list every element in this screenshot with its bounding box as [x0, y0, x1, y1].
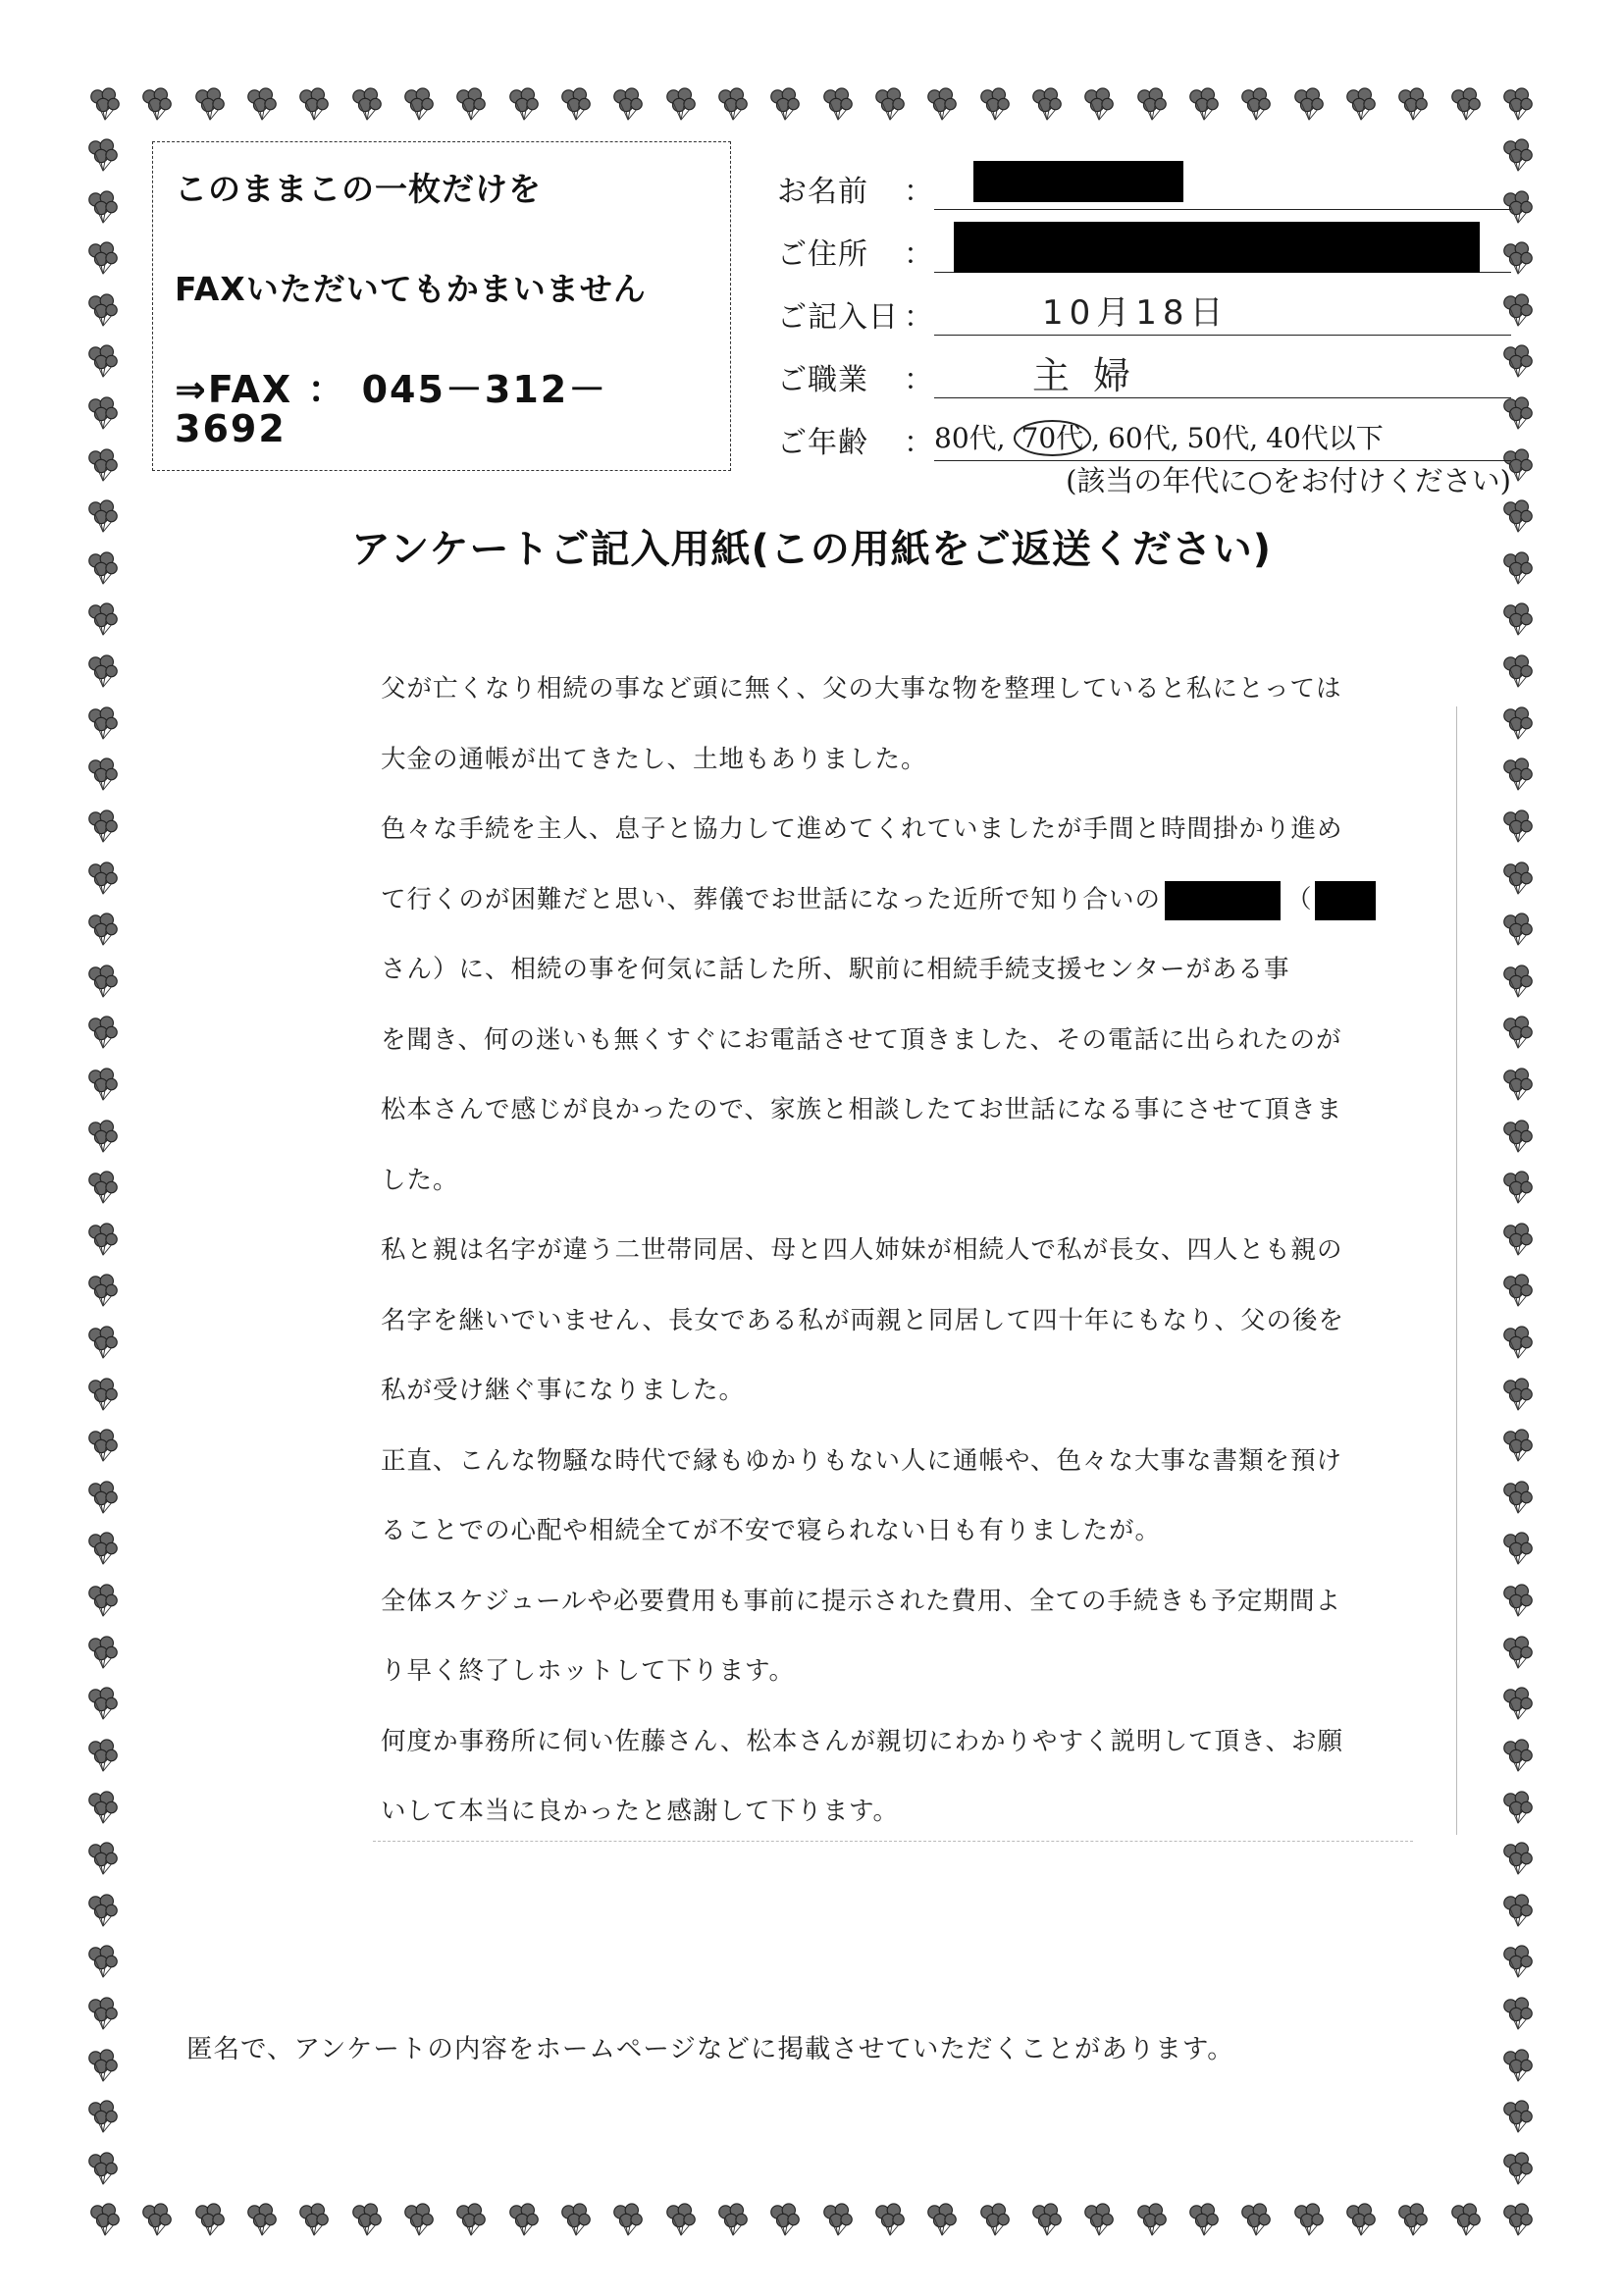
- balloon-icon: [1499, 1686, 1537, 1723]
- balloon-icon: [609, 86, 647, 124]
- balloon-icon: [84, 2099, 122, 2136]
- body-line-with-redaction: [381, 880, 1421, 951]
- balloon-icon: [295, 2202, 333, 2239]
- balloon-icon: [1028, 2202, 1066, 2239]
- age-options: [934, 417, 1511, 461]
- balloon-icon: [557, 86, 595, 124]
- address-label: ご住所: [777, 237, 868, 272]
- balloon-icon: [452, 2202, 490, 2239]
- balloon-icon: [84, 395, 122, 433]
- balloon-icon: [1499, 964, 1537, 1001]
- balloon-icon: [1394, 86, 1432, 124]
- balloon-icon: [84, 1273, 122, 1310]
- balloon-icon: [1290, 2202, 1328, 2239]
- balloon-icon: [84, 912, 122, 949]
- balloon-icon: [84, 1377, 122, 1414]
- footer-note: 匿名で、アンケートの内容をホームページなどに掲載させていただくことがあります。: [186, 2034, 1234, 2064]
- balloon-icon: [84, 2151, 122, 2188]
- body-line: いして本当に良かったと感謝して下ります。: [381, 1797, 899, 1826]
- age-option[interactable]: 50代,: [1186, 422, 1259, 454]
- balloon-icon: [84, 1015, 122, 1052]
- balloon-icon: [871, 86, 909, 124]
- body-line: さん）に、相続の事を何気に話した所、駅前に相続手続支援センターがある事: [381, 955, 1290, 984]
- balloon-icon: [662, 86, 700, 124]
- balloon-icon: [84, 1170, 122, 1207]
- balloon-icon: [714, 86, 752, 124]
- balloon-icon: [923, 2202, 961, 2239]
- body-line: 色々な手続を主人、息子と協力して進めてくれていましたが手間と時間掛かり進め: [381, 814, 1343, 844]
- occupation-label: ご職業: [777, 363, 868, 397]
- redaction-block: [1165, 881, 1281, 920]
- occupation-row: [777, 336, 1511, 398]
- age-option-selected-circle: 70代: [1014, 420, 1092, 456]
- balloon-icon: [976, 86, 1014, 124]
- balloon-icon: [1499, 1377, 1537, 1414]
- balloon-icon: [84, 653, 122, 691]
- balloon-icon: [243, 86, 281, 124]
- balloon-icon: [400, 86, 438, 124]
- balloon-icon: [1447, 2202, 1485, 2239]
- balloon-icon: [1185, 2202, 1223, 2239]
- body-line-text: て行くのが困難だと思い、葬儀でお世話になった近所で知り合いの: [381, 884, 1162, 914]
- balloon-icon: [1237, 86, 1275, 124]
- balloon-icon: [138, 86, 176, 124]
- balloon-icon: [243, 2202, 281, 2239]
- balloon-icon: [1499, 1996, 1537, 2033]
- balloon-icon: [505, 2202, 543, 2239]
- balloon-icon: [84, 1325, 122, 1362]
- fax-line-1: このままこの一枚だけを: [175, 170, 542, 208]
- address-redaction: [954, 222, 1480, 273]
- address-colon: ：: [904, 237, 933, 272]
- balloon-icon: [1499, 1583, 1537, 1620]
- balloon-icon: [86, 86, 124, 124]
- balloon-icon: [1499, 2151, 1537, 2188]
- body-line: 父が亡くなり相続の事など頭に無く、父の大事な物を整理していると私にとっては: [381, 674, 1342, 704]
- date-field[interactable]: 10月18日: [934, 290, 1511, 336]
- body-line: 大金の通帳が出てきたし、土地もありました。: [381, 744, 927, 774]
- age-option[interactable]: 80代,: [934, 422, 1006, 454]
- balloon-icon: [1080, 86, 1118, 124]
- age-option[interactable]: 40代以下: [1266, 422, 1384, 454]
- balloon-icon: [84, 601, 122, 639]
- age-option[interactable]: 60代,: [1108, 422, 1179, 454]
- name-row: [777, 147, 1511, 210]
- body-line: 全体スケジュールや必要費用も事前に提示された費用、全ての手続きも予定期間よ: [381, 1586, 1341, 1616]
- balloon-icon: [1499, 1790, 1537, 1827]
- balloon-icon: [84, 1635, 122, 1672]
- balloon-icon: [1499, 1893, 1537, 1930]
- balloon-icon: [84, 1893, 122, 1930]
- address-field[interactable]: [934, 228, 1511, 273]
- balloon-icon: [714, 2202, 752, 2239]
- balloon-icon: [84, 343, 122, 381]
- fax-line-2: FAXいただいてもかまいません: [175, 270, 647, 308]
- balloon-icon: [1499, 1944, 1537, 1981]
- balloon-icon: [84, 240, 122, 278]
- balloon-icon: [1499, 912, 1537, 949]
- balloon-icon: [348, 2202, 386, 2239]
- balloon-icon: [84, 1119, 122, 1156]
- balloon-icon: [84, 1067, 122, 1104]
- balloon-icon: [84, 1222, 122, 1259]
- date-colon: ：: [904, 300, 933, 335]
- balloon-icon: [1028, 86, 1066, 124]
- balloon-icon: [84, 1686, 122, 1723]
- occupation-field[interactable]: 主婦: [934, 353, 1511, 398]
- balloon-icon: [84, 189, 122, 227]
- balloon-icon: [1185, 86, 1223, 124]
- balloon-icon: [1499, 705, 1537, 743]
- name-label: お名前: [777, 175, 868, 209]
- balloon-icon: [1447, 86, 1485, 124]
- open-paren: （: [1286, 884, 1313, 914]
- balloon-icon: [1499, 601, 1537, 639]
- balloon-icon: [84, 137, 122, 175]
- balloon-icon: [348, 86, 386, 124]
- balloon-icon: [84, 447, 122, 485]
- border-left: [84, 137, 124, 2188]
- balloon-icon: [84, 292, 122, 330]
- body-line: を聞き、何の迷いも無くすぐにお電話させて頂きました、その電話に出られたのが: [381, 1024, 1342, 1055]
- balloon-icon: [1499, 86, 1537, 124]
- balloon-icon: [84, 1996, 122, 2033]
- name-redaction: [973, 161, 1183, 202]
- balloon-icon: [1080, 2202, 1118, 2239]
- age-option[interactable]: 70代 ,: [1014, 417, 1101, 460]
- balloon-icon: [400, 2202, 438, 2239]
- border-bottom: [86, 2202, 1537, 2241]
- name-colon: ：: [904, 175, 933, 209]
- occupation-colon: ：: [904, 363, 933, 397]
- balloon-icon: [84, 1480, 122, 1517]
- balloon-icon: [84, 1944, 122, 1981]
- age-colon: ：: [904, 426, 933, 460]
- balloon-icon: [819, 2202, 857, 2239]
- balloon-icon: [84, 1531, 122, 1568]
- balloon-icon: [1290, 86, 1328, 124]
- balloon-icon: [1499, 861, 1537, 898]
- balloon-icon: [1342, 2202, 1380, 2239]
- page-title: アンケートご記入用紙(この用紙をご返送ください): [350, 527, 1273, 572]
- border-top: [86, 86, 1537, 126]
- balloon-icon: [557, 2202, 595, 2239]
- balloon-icon: [84, 1583, 122, 1620]
- balloon-icon: [295, 86, 333, 124]
- balloon-icon: [1237, 2202, 1275, 2239]
- body-line: 何度か事務所に伺い佐藤さん、松本さんが親切にわかりやすく説明して頂き、お願: [381, 1726, 1344, 1756]
- balloon-icon: [84, 1841, 122, 1878]
- fax-instruction-box: [152, 141, 731, 471]
- respondent-form: [777, 147, 1511, 497]
- date-label: ご記入日: [777, 300, 899, 335]
- balloon-icon: [871, 2202, 909, 2239]
- balloon-icon: [138, 2202, 176, 2239]
- balloon-icon: [84, 1428, 122, 1465]
- body-line: 私と親は名字が違う二世帯同居、母と四人姉妹が相続人で私が長女、四人とも親の: [381, 1235, 1343, 1265]
- balloon-icon: [1499, 1119, 1537, 1156]
- balloon-icon: [84, 1790, 122, 1827]
- balloon-icon: [86, 2202, 124, 2239]
- body-line: 正直、こんな物騒な時代で縁もゆかりもない人に通帳や、色々な大事な書類を預け: [381, 1445, 1342, 1476]
- balloon-icon: [191, 86, 229, 124]
- age-row: [777, 398, 1511, 461]
- balloon-icon: [1499, 1428, 1537, 1465]
- balloon-icon: [976, 2202, 1014, 2239]
- age-label: ご年齢: [777, 426, 868, 460]
- body-frame-right: [1456, 706, 1457, 1835]
- body-line: 松本さんで感じが良かったので、家族と相談したてお世話になる事にさせて頂きま: [381, 1095, 1342, 1124]
- balloon-icon: [1499, 1273, 1537, 1310]
- balloon-icon: [1499, 1170, 1537, 1207]
- balloon-icon: [1499, 1015, 1537, 1052]
- balloon-icon: [1499, 757, 1537, 794]
- balloon-icon: [1499, 1480, 1537, 1517]
- balloon-icon: [609, 2202, 647, 2239]
- balloon-icon: [1499, 1531, 1537, 1568]
- balloon-icon: [1499, 1841, 1537, 1878]
- age-instruction: (該当の年代に○をお付けください): [1066, 464, 1511, 497]
- balloon-icon: [662, 2202, 700, 2239]
- balloon-icon: [84, 1738, 122, 1775]
- balloon-icon: [1133, 86, 1171, 124]
- balloon-icon: [1499, 2048, 1537, 2085]
- body-line: ることでの心配や相続全てが不安で寝られない日も有りましたが。: [381, 1516, 1162, 1545]
- balloon-icon: [1499, 1635, 1537, 1672]
- fax-number: ⇒FAX ： 045－312－3692: [175, 368, 608, 450]
- balloon-icon: [819, 86, 857, 124]
- balloon-icon: [84, 964, 122, 1001]
- survey-response-text: [381, 669, 1421, 1862]
- balloon-icon: [1499, 809, 1537, 846]
- date-row: [777, 273, 1511, 336]
- balloon-icon: [84, 757, 122, 794]
- body-line: り早く終了しホットして下ります。: [381, 1656, 795, 1686]
- body-line: した。: [381, 1165, 459, 1195]
- balloon-icon: [1499, 653, 1537, 691]
- balloon-icon: [1499, 2099, 1537, 2136]
- balloon-icon: [1499, 2202, 1537, 2239]
- balloon-icon: [923, 86, 961, 124]
- balloon-icon: [1499, 1067, 1537, 1104]
- balloon-icon: [1394, 2202, 1432, 2239]
- balloon-icon: [84, 2048, 122, 2085]
- balloon-icon: [84, 705, 122, 743]
- balloon-icon: [84, 861, 122, 898]
- body-line: 名字を継いでいません、長女である私が両親と同居して四十年にもなり、父の後を: [381, 1305, 1345, 1335]
- balloon-icon: [452, 86, 490, 124]
- redaction-block: [1315, 881, 1376, 920]
- balloon-icon: [766, 86, 804, 124]
- balloon-icon: [505, 86, 543, 124]
- name-field[interactable]: [934, 165, 1511, 210]
- body-line: 私が受け継ぐ事になりました。: [381, 1376, 746, 1405]
- balloon-icon: [1133, 2202, 1171, 2239]
- balloon-icon: [1499, 1222, 1537, 1259]
- balloon-icon: [191, 2202, 229, 2239]
- balloon-icon: [84, 809, 122, 846]
- address-row: [777, 210, 1511, 273]
- balloon-icon: [766, 2202, 804, 2239]
- balloon-icon: [1499, 1325, 1537, 1362]
- balloon-icon: [1342, 86, 1380, 124]
- balloon-icon: [1499, 1738, 1537, 1775]
